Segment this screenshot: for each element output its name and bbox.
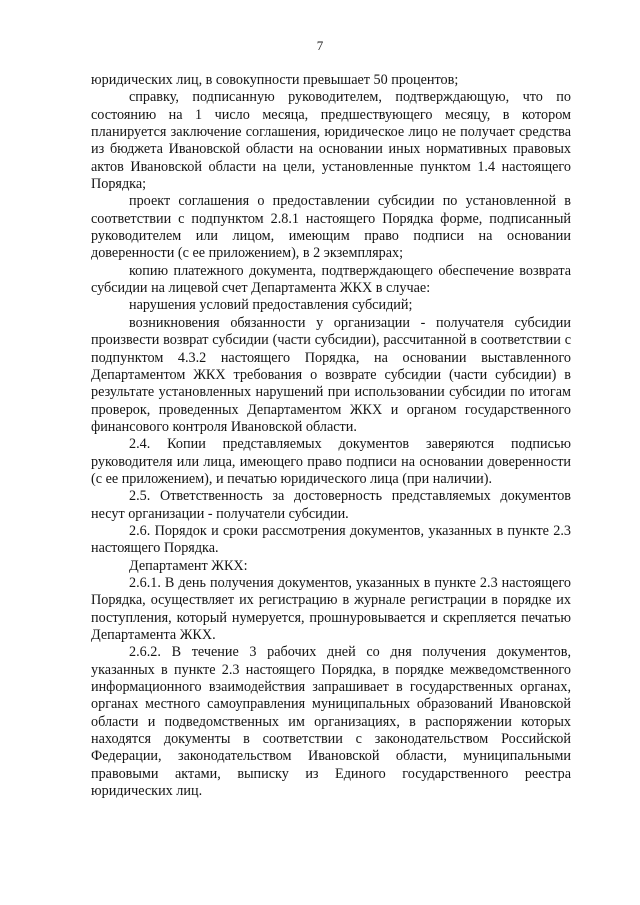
paragraph-2: проект соглашения о предоставлении субсидии по установленной в соответствии с подпунктом 2.8.1 настоящего Порядка форме, подписанный руководителем или лицом, имеющим право подписи на основании доверенности (с ее приложением), в 2 экземплярах; [91,193,571,262]
paragraph-9: Департамент ЖКХ: [129,557,248,574]
paragraph-4: нарушения условий предоставления субсидий; [129,297,413,314]
paragraph-6: 2.4. Копии представляемых документов заверяются подписью руководителя или лица, имеющего право подписи на основании доверенности (с ее приложением), и печатью юридического лица (при наличии). [91,436,571,487]
paragraph-10: 2.6.1. В день получения документов, указанных в пункте 2.3 настоящего Порядка, осуществляет их регистрацию в журнале регистрации в порядке их поступления, который нумеруется, прошнуровывается и скрепляется печатью Департамента ЖКХ. [91,574,571,643]
paragraph-8: 2.6. Порядок и сроки рассмотрения документов, указанных в пункте 2.3 настоящего Порядка. [91,522,571,557]
paragraph-1: справку, подписанную руководителем, подтверждающую, что по состоянию на 1 число месяца, предшествующего месяцу, в котором планируется заключение соглашения, юридическое лицо не получает средства из бюджета Ивановской области на основании иных нормативных правовых актов Ивановской области на цели, установленные пунктом 1.4 настоящего Порядка; [91,89,571,193]
paragraph-0: юридических лиц, в совокупности превышает 50 процентов; [91,72,459,88]
document-body [91,72,571,800]
paragraph-7: 2.5. Ответственность за достоверность представляемых документов несут организации - получатели субсидии. [91,488,571,522]
paragraph-5: возникновения обязанности у организации - получателя субсидии произвести возврат субсидии (части субсидии), рассчитанной в соответствии с подпунктом 4.3.2 настоящего Порядка, на основании выставленного Департаментом ЖКХ требования о возврате субсидии (части субсидии) в результате установленных нарушений при использовании субсидии по итогам проверок, проведенных Департаментом ЖКХ и органом государственного финансового контроля Ивановской области. [91,314,571,435]
paragraph-3: копию платежного документа, подтверждающего обеспечение возврата субсидии на лицевой счет Департамента ЖКХ в случае: [91,262,571,297]
paragraph-11: 2.6.2. В течение 3 рабочих дней со дня получения документов, указанных в пункте 2.3 настоящего Порядка, в порядке межведомственного информационного взаимодействия запрашивает в государственных органах, органах местного самоуправления муниципальных образований Ивановской области и подведомственных им организациях, в распоряжении которых находятся документы в соответствии с законодательством Российской Федерации, законодательством Ивановской области, муниципальными правовыми актами, выписку из Единого государственного реестра юридических лиц. [91,644,571,800]
page-number: 7 [316,38,324,53]
